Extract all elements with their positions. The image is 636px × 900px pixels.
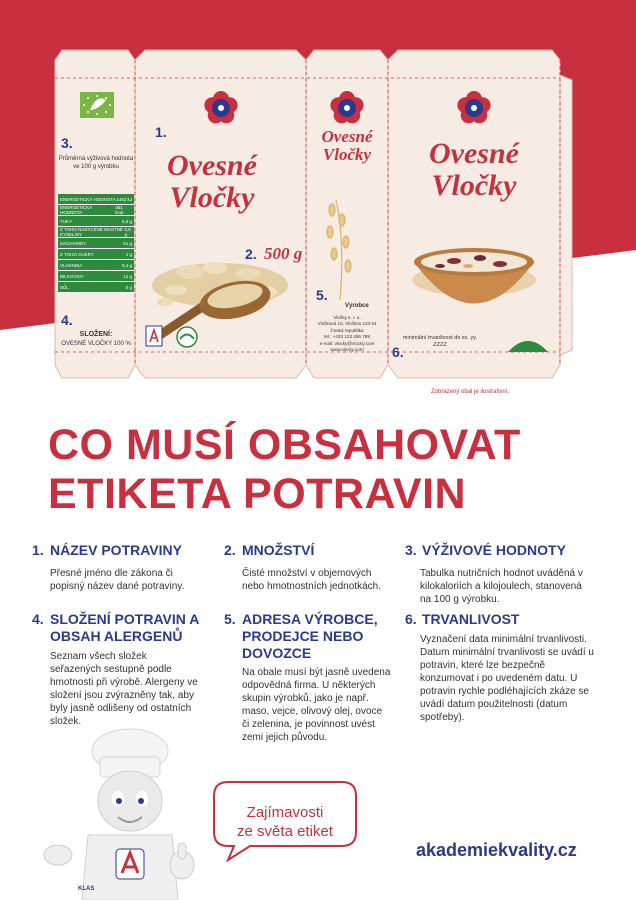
box-flap-right: [560, 75, 572, 355]
section-3-body: Tabulka nutričních hodnot uváděná v kilokaloriích a kilojoulech, stanovená na 100 g výrobku.: [420, 568, 583, 605]
section-5-title: ADRESA VÝROBCE, PRODEJCE NEBO DOVOZCE: [242, 611, 378, 661]
section-4-number: 4.: [32, 611, 44, 627]
eu-organic-logo: [80, 92, 114, 118]
marker-6: 6.: [392, 344, 404, 360]
product-name-side: [312, 128, 382, 164]
producer-address: Vločky s. r. o. Vločková 10, Vločkov 123 64 Česká republika tel.: +420 123 456 789 e-mail: vlocky@vlocky.com www.vlocky.com: [317, 315, 377, 353]
product-name-front: [152, 150, 272, 213]
marker-1: 1.: [155, 124, 167, 140]
nutrition-row: ENERGETICKÁ HODNOTA 351 kcal: [58, 205, 134, 216]
section-2-body: Čisté množství v objemových nebo hmotnostních jednotkách.: [242, 568, 381, 592]
section-2-number: 2.: [224, 542, 236, 558]
nutrition-table: [58, 194, 134, 293]
product-name-line1: Ovesné: [321, 127, 373, 146]
product-name-line2: Vločky: [322, 144, 372, 164]
website-link[interactable]: akademiekvality.cz: [416, 840, 577, 860]
klasa-logo-small: [146, 326, 162, 346]
section-3-number: 3.: [405, 542, 417, 558]
section-3-title: VÝŽIVOVÉ HODNOTY: [422, 542, 566, 558]
nutrition-intro: Průměrná výživová hodnota ve 100 g výrobku: [58, 156, 134, 170]
slozeni-text: OVESNÉ VLOČKY 100 %: [61, 341, 131, 347]
section-6-body: Vyznačení data minimální trvanlivosti. Datum minimální trvanlivosti se uvádí u potravin, které lze bezpečně konzumovat i po uvedeném datu. U potravin rychle podléhajících zkáze se uvádí datum použitelnosti (datum spotřeby).: [420, 634, 594, 723]
marker-5: 5.: [316, 287, 328, 303]
headline-line2: ETIKETA POTRAVIN: [48, 470, 467, 518]
expiry-text: minimální trvanlivost do xx. yy. ZZZZ: [402, 335, 478, 348]
section-2-title: MNOŽSTVÍ: [242, 542, 315, 558]
product-name-line1: Ovesné: [167, 149, 257, 182]
mascot-badge-text: KLAS: [78, 886, 95, 892]
section-1-title: NÁZEV POTRAVINY: [50, 542, 182, 558]
section-5-body: Na obale musí být jasně uvedena odpovědná firma. U některých skupin výrobků, jako je např. maso, vejce, olivový olej, ovoce či zelenina, je povinnost uvést zemi jejich původu.: [242, 667, 391, 743]
product-name-back: [410, 138, 538, 201]
section-1-body: Přesné jméno dle zákona či popisný název dané potraviny.: [50, 568, 185, 592]
section-1-number: 1.: [32, 542, 44, 558]
product-name-line2: Vločky: [431, 168, 517, 202]
product-name-line2: Vločky: [169, 180, 255, 214]
product-name-line1: Ovesné: [429, 137, 519, 170]
nutrition-row: SACHARIDY 61 g: [58, 238, 134, 249]
headline-line1: CO MUSÍ OBSAHOVAT: [48, 421, 521, 469]
marker-3: 3.: [61, 135, 73, 151]
marker-4: 4.: [61, 312, 73, 328]
nutrition-row: Z TOHO NASYCENÉ MASTNÉ KYSELINY 0,8 g: [58, 227, 134, 238]
section-6-title: TRVANLIVOST: [422, 611, 520, 627]
slozeni-label: SLOŽENÍ:: [79, 331, 113, 338]
marker-2: 2.: [245, 246, 257, 262]
nutrition-row: ENERGETICKÁ HODNOTA 1483 kJ: [58, 194, 134, 205]
czech-product-logo: [177, 327, 197, 347]
nutrition-row: Z TOHO CUKRY 1 g: [58, 249, 134, 260]
section-6-number: 6.: [405, 611, 417, 627]
illustration-caption: Zobrazený obal je ilustrativní.: [431, 389, 510, 395]
product-weight: 500 g: [264, 244, 303, 263]
chef-mascot-illustration: [38, 725, 198, 900]
nutrition-row: SŮL 0 g: [58, 282, 134, 293]
section-4-title: SLOŽENÍ POTRAVIN A OBSAH ALERGENŮ: [50, 611, 199, 644]
nutrition-row: TUKY 6,6 g: [58, 216, 134, 227]
section-5-number: 5.: [224, 611, 236, 627]
speech-bubble-text: Zajímavosti ze světa etiket: [237, 804, 333, 840]
nutrition-row: BÍLKOVINY 12 g: [58, 271, 134, 282]
nutrition-row: VLÁKNINA 9,4 g: [58, 260, 134, 271]
producer-label: Výrobce: [345, 303, 369, 309]
section-4-body: Seznam všech složek seřazených sestupně podle hmotnosti při výrobě. Alergeny ve složení jsou zvýrazněny tak, aby byly jasně odlišeny od ostatních složek.: [50, 651, 198, 727]
